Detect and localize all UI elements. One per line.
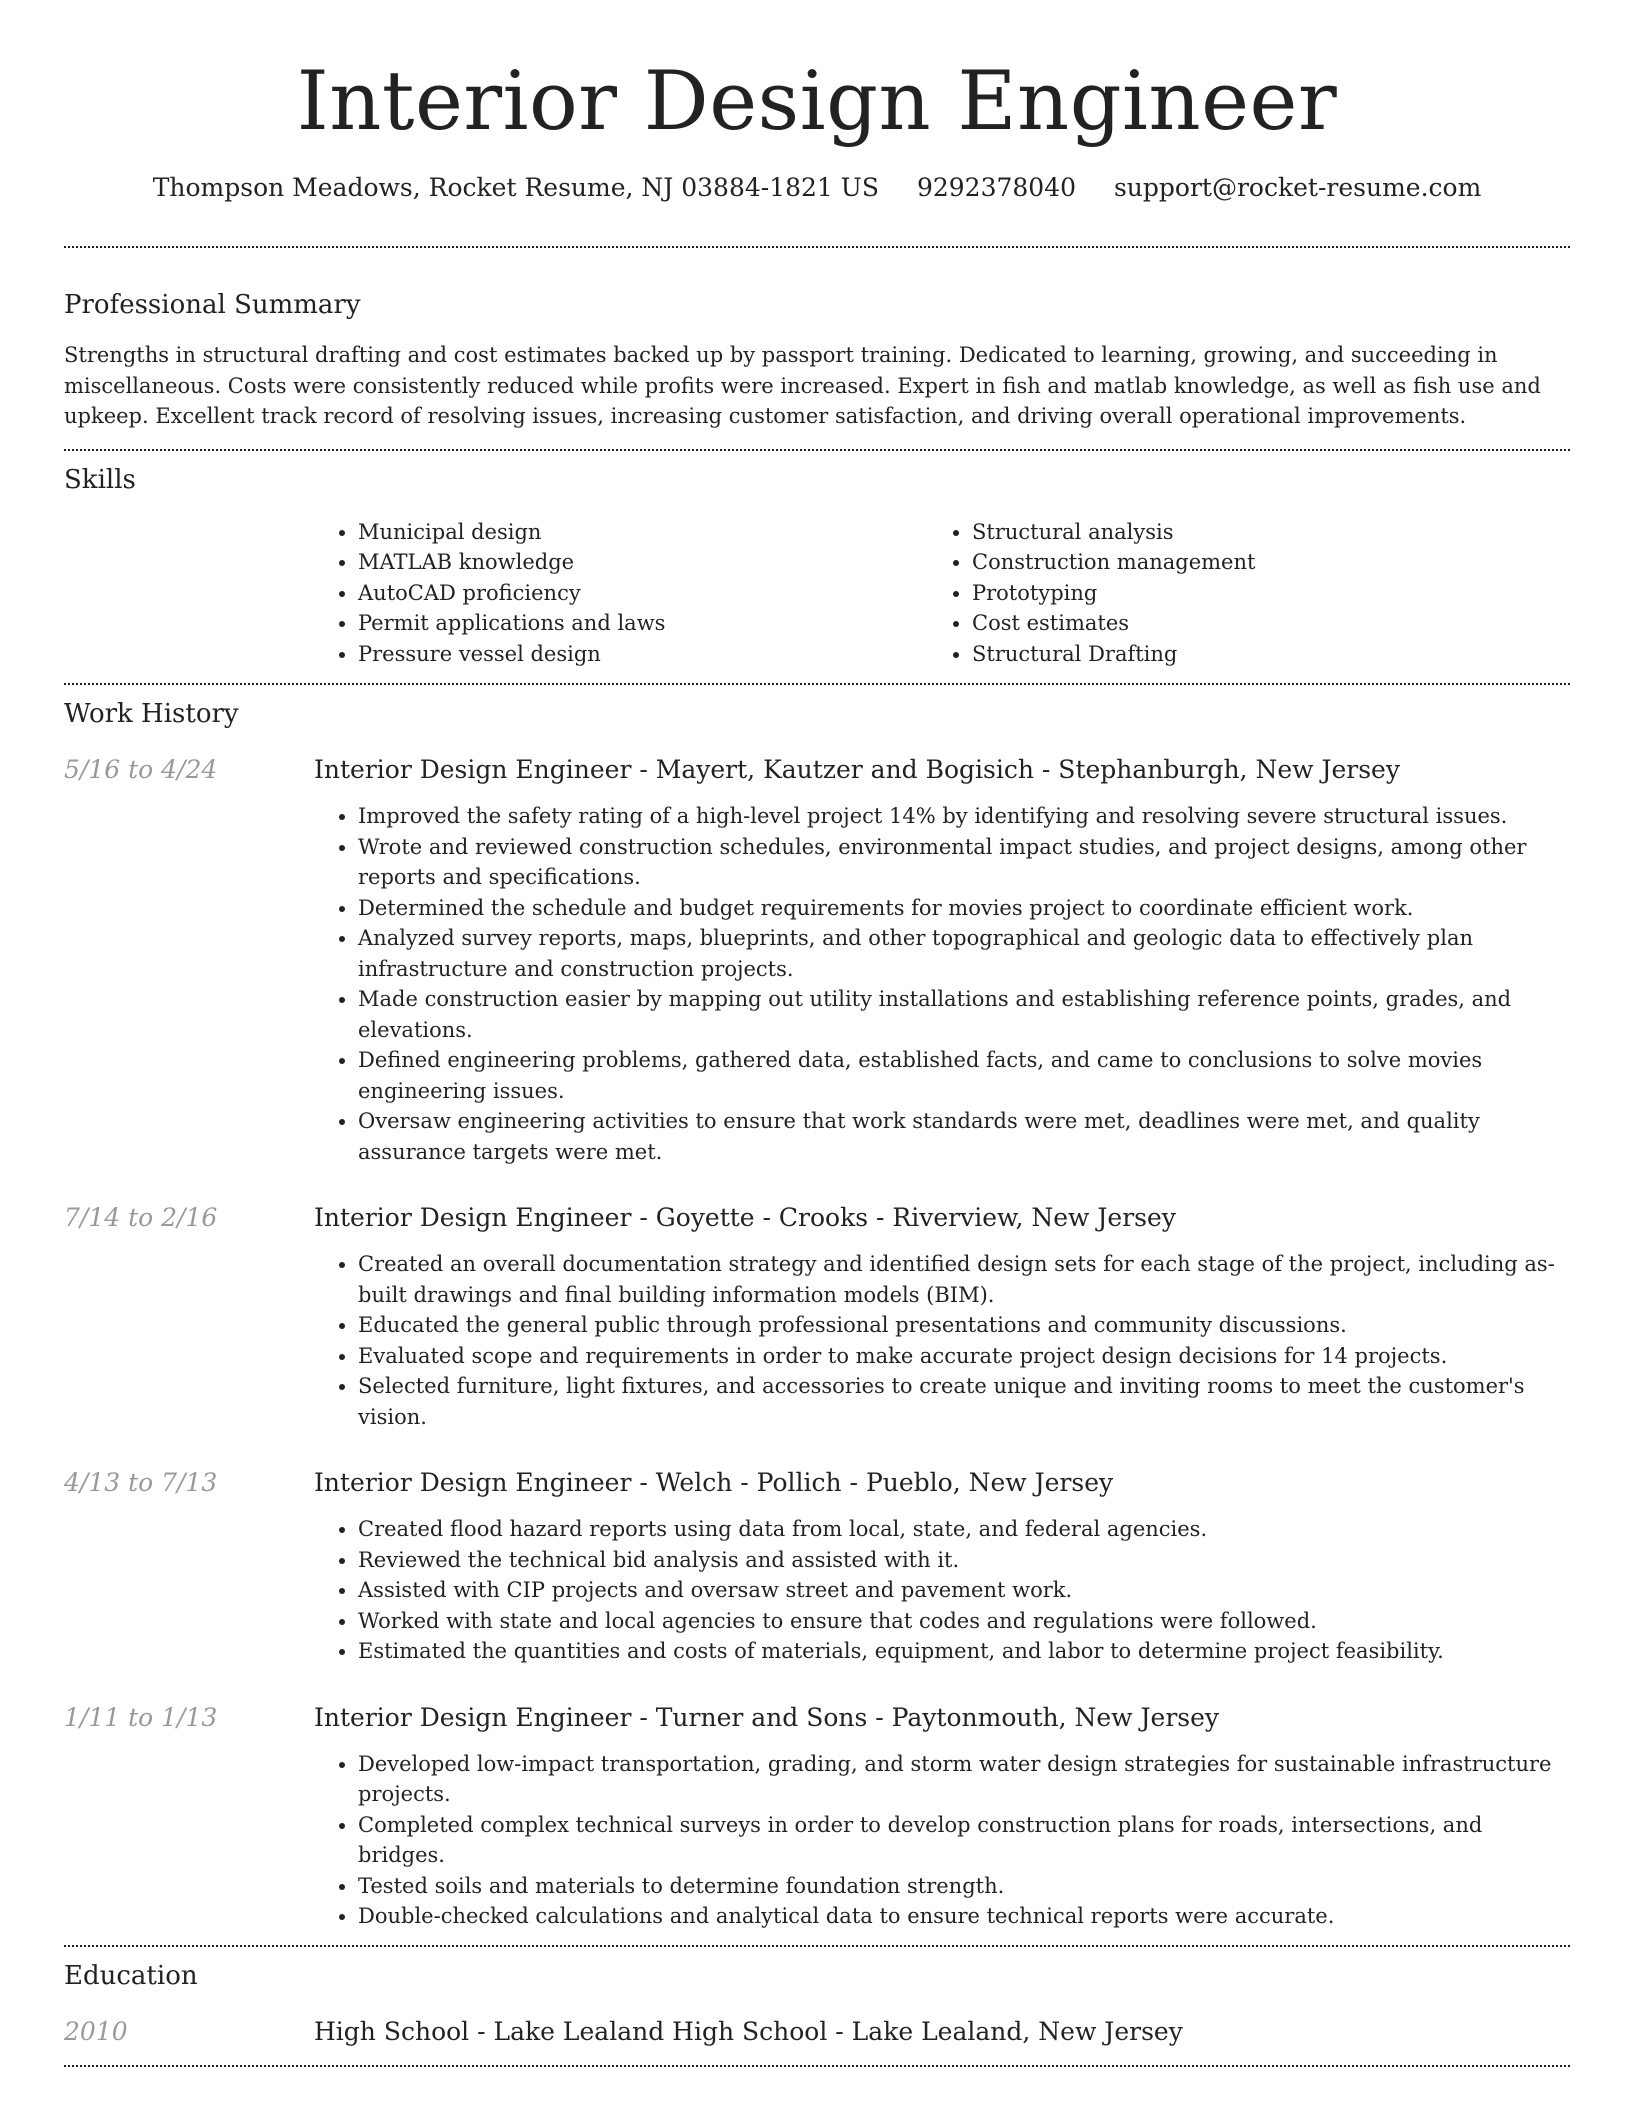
job-bullet: • Improved the safety rating of a high-level project 14% by identifying and resolving severe structural issues. [358, 801, 1570, 832]
resume-title: Interior Design Engineer [296, 55, 1338, 149]
contact-phone: 9292378040 [916, 173, 1077, 202]
education-section-title: Education [64, 1960, 198, 1991]
job-bullet: • Assisted with CIP projects and oversaw street and pavement work. [358, 1575, 1570, 1606]
skill-item: • Cost estimates [972, 608, 1542, 639]
job-bullet: • Tested soils and materials to determine foundation strength. [358, 1871, 1570, 1902]
contact-line [64, 172, 1570, 204]
job-entry [64, 1466, 1570, 1667]
job-bullets [314, 801, 1570, 1167]
job-bullet: • Created flood hazard reports using data from local, state, and federal agencies. [358, 1514, 1570, 1545]
job-entry [64, 1201, 1570, 1432]
job-entry [64, 753, 1570, 1167]
divider [64, 2065, 1570, 2067]
job-bullet: • Defined engineering problems, gathered data, established facts, and came to conclusions to solve movies engineering issues. [358, 1045, 1570, 1106]
job-bullet: • Completed complex technical surveys in order to develop construction plans for roads, intersections, and bridges. [358, 1810, 1570, 1871]
skills-column-left [314, 517, 928, 670]
divider [64, 449, 1570, 451]
education-year: 2010 [64, 2016, 128, 2046]
job-dates: 7/14 to 2/16 [64, 1203, 218, 1232]
skill-item: • Municipal design [358, 517, 928, 548]
education-entry [64, 2015, 1570, 2049]
job-bullet: • Created an overall documentation strategy and identified design sets for each stage of the project, including as-built drawings and final building information models (BIM). [358, 1249, 1570, 1310]
job-bullet: • Evaluated scope and requirements in order to make accurate project design decisions for 14 projects. [358, 1341, 1570, 1372]
skills-column-right [928, 517, 1542, 670]
divider [64, 246, 1570, 248]
job-dates: 4/13 to 7/13 [64, 1468, 218, 1497]
skill-item: • Construction management [972, 547, 1542, 578]
job-bullets [314, 1514, 1570, 1667]
work-section-title: Work History [64, 699, 239, 729]
skill-item: • Pressure vessel design [358, 639, 928, 670]
summary-text: Strengths in structural drafting and cost estimates backed up by passport training. Dedicated to learning, growing, and succeeding in miscellaneous. Costs were consistently reduced while profits were increased. Expert in fish and matlab knowledge, as well as fish use and upkeep. Excellent track record of resolving issues, increasing customer satisfaction, and driving overall operational improvements. [64, 343, 1541, 428]
skill-item: • MATLAB knowledge [358, 547, 928, 578]
resume-page [64, 0, 1570, 2067]
job-bullets [314, 1249, 1570, 1432]
job-bullet: • Analyzed survey reports, maps, blueprints, and other topographical and geologic data to effectively plan infrastructure and construction projects. [358, 923, 1570, 984]
summary-section-title: Professional Summary [64, 290, 361, 320]
job-heading: Interior Design Engineer - Mayert, Kautzer and Bogisich - Stephanburgh, New Jersey [314, 755, 1400, 784]
contact-address: Thompson Meadows, Rocket Resume, NJ 03884-1821 US [152, 173, 879, 202]
job-bullet: • Wrote and reviewed construction schedules, environmental impact studies, and project designs, among other reports and specifications. [358, 832, 1570, 893]
skill-item: • Structural Drafting [972, 639, 1542, 670]
job-heading: Interior Design Engineer - Welch - Pollich - Pueblo, New Jersey [314, 1468, 1114, 1497]
job-bullet: • Estimated the quantities and costs of materials, equipment, and labor to determine project feasibility. [358, 1636, 1570, 1667]
job-dates: 5/16 to 4/24 [64, 755, 218, 784]
skill-item: • Permit applications and laws [358, 608, 928, 639]
skill-item: • AutoCAD proficiency [358, 578, 928, 609]
contact-email: support@rocket-resume.com [1113, 173, 1482, 202]
job-bullet: • Reviewed the technical bid analysis and assisted with it. [358, 1545, 1570, 1576]
skill-item: • Structural analysis [972, 517, 1542, 548]
job-bullet: • Selected furniture, light fixtures, and accessories to create unique and inviting rooms to meet the customer's vision. [358, 1371, 1570, 1432]
job-bullet: • Oversaw engineering activities to ensure that work standards were met, deadlines were met, and quality assurance targets were met. [358, 1106, 1570, 1167]
job-bullets [314, 1749, 1570, 1932]
job-dates: 1/11 to 1/13 [64, 1702, 218, 1732]
divider [64, 683, 1570, 685]
job-heading: Interior Design Engineer - Turner and Sons - Paytonmouth, New Jersey [314, 1702, 1220, 1732]
job-bullet: • Made construction easier by mapping out utility installations and establishing reference points, grades, and elevations. [358, 984, 1570, 1045]
job-bullet: • Educated the general public through professional presentations and community discussions. [358, 1310, 1570, 1341]
divider [64, 1945, 1570, 1947]
job-bullet: • Developed low-impact transportation, grading, and storm water design strategies for sustainable infrastructure projects. [358, 1749, 1570, 1810]
skill-item: • Prototyping [972, 578, 1542, 609]
job-heading: Interior Design Engineer - Goyette - Crooks - Riverview, New Jersey [314, 1203, 1176, 1232]
education-heading: High School - Lake Lealand High School - Lake Lealand, New Jersey [314, 2016, 1183, 2046]
job-entry [64, 1701, 1570, 1932]
job-bullet: • Double-checked calculations and analytical data to ensure technical reports were accurate. [358, 1901, 1570, 1932]
skills-section-title: Skills [64, 464, 136, 495]
skills-list [314, 517, 1570, 670]
job-bullet: • Determined the schedule and budget requirements for movies project to coordinate efficient work. [358, 893, 1570, 924]
job-bullet: • Worked with state and local agencies to ensure that codes and regulations were followed. [358, 1606, 1570, 1637]
